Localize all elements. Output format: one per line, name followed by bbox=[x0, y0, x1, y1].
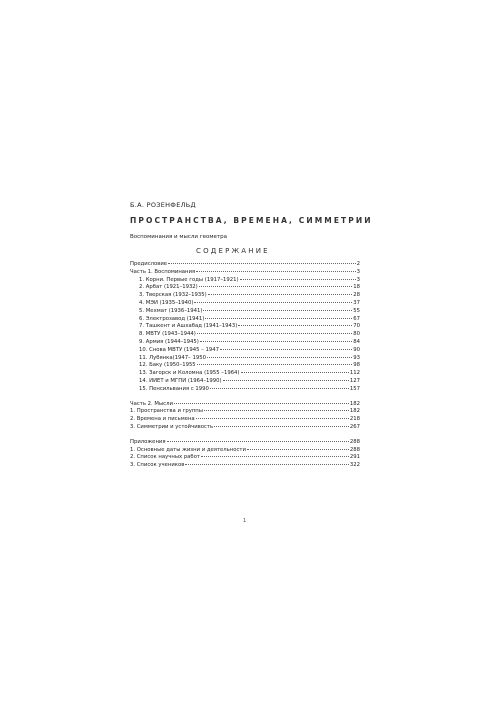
toc-entry-label: 15. Пенсильвания с 1990 bbox=[139, 385, 209, 392]
toc-entry-label: 9. Армия (1944–1945) bbox=[139, 338, 199, 345]
toc-entry-page: 267 bbox=[349, 423, 360, 430]
toc-leader-dots bbox=[196, 418, 349, 419]
toc-entry-label: 8. МВТУ (1943–1944) bbox=[139, 331, 196, 338]
toc-entry-page: 18 bbox=[353, 284, 360, 291]
toc-entry-label: 2. Список научных работ bbox=[130, 454, 201, 461]
toc-entry-page: 28 bbox=[353, 292, 360, 299]
toc-leader-dots bbox=[220, 349, 352, 350]
toc-heading: СОДЕРЖАНИЕ bbox=[196, 247, 270, 255]
toc-leader-dots bbox=[185, 464, 349, 465]
toc-entry-page: 37 bbox=[353, 299, 360, 306]
toc-leader-dots bbox=[201, 456, 349, 457]
toc-entry-page: 127 bbox=[349, 377, 360, 384]
toc-entry-page: 98 bbox=[353, 362, 360, 369]
toc-leader-dots bbox=[197, 364, 353, 365]
toc-entry bbox=[130, 370, 360, 378]
toc-leader-dots bbox=[207, 357, 352, 358]
toc-entry bbox=[130, 439, 360, 447]
toc-entry bbox=[130, 323, 360, 331]
author-name: Б.А. РОЗЕНФЕЛЬД bbox=[130, 201, 196, 209]
toc-leader-dots bbox=[197, 333, 352, 334]
toc-entry bbox=[130, 308, 360, 316]
toc-entry-page: 70 bbox=[353, 323, 360, 330]
toc-entry-label: Часть 2. Мысли bbox=[130, 400, 173, 407]
toc-leader-dots bbox=[241, 372, 349, 373]
toc-entry-page: 80 bbox=[353, 331, 360, 338]
toc-entry-label: 7. Ташкент и Ашхабад (1941–1943) bbox=[139, 323, 238, 330]
toc-entry bbox=[130, 277, 360, 285]
toc-entry-label: 1. Основные даты жизни и деятельности bbox=[130, 446, 246, 453]
toc-entry-label: 5. Мехмат (1936–1941) bbox=[139, 307, 203, 314]
toc-entry-label: 1. Корни. Первые годы (1917–1921) bbox=[139, 276, 239, 283]
toc-leader-dots bbox=[208, 294, 353, 295]
toc-leader-dots bbox=[210, 388, 349, 389]
toc-entry-label: 13. Загорск и Коломна (1955 –1964) bbox=[139, 370, 240, 377]
toc-leader-dots bbox=[200, 341, 352, 342]
toc-entry-page: 3 bbox=[356, 276, 360, 283]
toc-entry bbox=[130, 284, 360, 292]
toc-entry-page: 291 bbox=[349, 454, 360, 461]
toc-leader-dots bbox=[240, 279, 356, 280]
toc-entry bbox=[130, 362, 360, 370]
toc-entry-page: 288 bbox=[349, 438, 360, 445]
toc-entry bbox=[130, 424, 360, 432]
toc-entry bbox=[130, 347, 360, 355]
toc-entry-page: 3 bbox=[356, 268, 360, 275]
toc-entry-page: 182 bbox=[349, 400, 360, 407]
toc-entry-page: 182 bbox=[349, 408, 360, 415]
toc-leader-dots bbox=[223, 380, 349, 381]
toc-entry-label: Часть 1. Воспоминания bbox=[130, 268, 196, 275]
toc-entry-page: 2 bbox=[356, 261, 360, 267]
toc-entry bbox=[130, 378, 360, 386]
toc-entry bbox=[130, 416, 360, 424]
toc-entry-label: Приложения bbox=[130, 438, 166, 445]
toc-entry-label: 2. Арбат (1921–1932) bbox=[139, 284, 198, 291]
toc-entry bbox=[130, 355, 360, 363]
toc-entry-label: 10. Снова МВТУ (1945 – 1947 bbox=[139, 346, 219, 353]
toc-entry-label: 3. Тверская (1932–1935) bbox=[139, 292, 207, 299]
toc-entry-page: 55 bbox=[353, 307, 360, 314]
toc-entry-page: 157 bbox=[349, 385, 360, 392]
toc-leader-dots bbox=[167, 441, 349, 442]
toc-leader-dots bbox=[194, 302, 352, 303]
toc-entry-page: 67 bbox=[353, 315, 360, 322]
toc-entry bbox=[130, 316, 360, 324]
toc-entry bbox=[130, 401, 360, 409]
toc-entry-label: Предисловие bbox=[130, 261, 168, 267]
toc-entry-page: 93 bbox=[353, 354, 360, 361]
toc-entry bbox=[130, 269, 360, 277]
toc-entry-label: 3. Симметрии и устойчивость bbox=[130, 423, 214, 430]
toc-leader-dots bbox=[247, 449, 349, 450]
toc-leader-dots bbox=[199, 286, 353, 287]
toc-entry-label: 11. Лубянка(1947– 1950 bbox=[139, 354, 206, 361]
toc-leader-dots bbox=[205, 318, 352, 319]
toc-entry-page: 218 bbox=[349, 416, 360, 423]
toc-entry-page: 112 bbox=[349, 370, 360, 377]
toc-entry bbox=[130, 331, 360, 339]
toc-leader-dots bbox=[238, 325, 352, 326]
toc-entry-label: 6. Электрозавод (1941) bbox=[139, 315, 205, 322]
toc-entry bbox=[130, 447, 360, 455]
toc-spacer bbox=[130, 432, 360, 439]
toc-leader-dots bbox=[204, 410, 349, 411]
book-subtitle: Воспоминания и мысли геометра bbox=[130, 234, 227, 240]
toc-entry-label: 3. Список учеников bbox=[130, 462, 185, 469]
toc-entry bbox=[130, 386, 360, 394]
toc-entry-page: 84 bbox=[353, 338, 360, 345]
toc-leader-dots bbox=[168, 263, 356, 264]
toc-entry-page: 288 bbox=[349, 446, 360, 453]
toc-entry bbox=[130, 339, 360, 347]
toc-leader-dots bbox=[214, 426, 349, 427]
toc-entry bbox=[130, 292, 360, 300]
toc-entry bbox=[130, 300, 360, 308]
toc-leader-dots bbox=[203, 310, 352, 311]
toc-entry bbox=[130, 261, 360, 269]
toc-leader-dots bbox=[196, 271, 355, 272]
toc-entry bbox=[130, 462, 360, 470]
toc-entry-page: 90 bbox=[353, 346, 360, 353]
toc-entry-label: 2. Времена и письмена bbox=[130, 416, 195, 423]
toc-leader-dots bbox=[174, 403, 349, 404]
toc-entry bbox=[130, 408, 360, 416]
toc-spacer bbox=[130, 394, 360, 401]
toc-entry-label: 4. МЭИ (1935–1940) bbox=[139, 299, 194, 306]
table-of-contents bbox=[130, 261, 360, 470]
toc-entry bbox=[130, 454, 360, 462]
toc-entry-label: 12. Баку (1950–1955 bbox=[139, 362, 196, 369]
toc-entry-label: 14. ИИЕТ и МГПИ (1964–1990) bbox=[139, 377, 222, 384]
page-number: 1 bbox=[243, 518, 247, 524]
book-title: ПРОСТРАНСТВА, ВРЕМЕНА, СИММЕТРИИ bbox=[130, 216, 373, 225]
toc-entry-page: 322 bbox=[349, 462, 360, 469]
toc-entry-label: 1. Пространства и группы bbox=[130, 408, 203, 415]
